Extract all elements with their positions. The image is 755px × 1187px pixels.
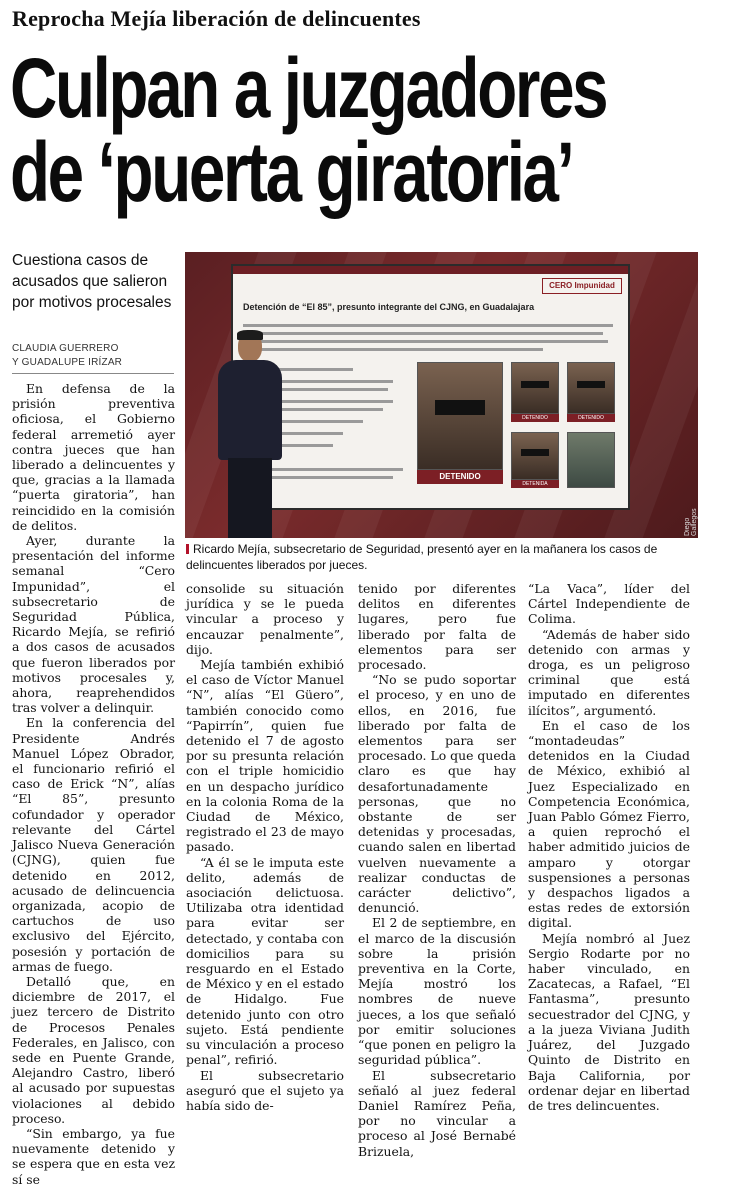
paragraph: “No se pudo soportar el proceso, y en uno de ellos, en 2016, fue liberado por falta de elementos para ser procesado. Lo que queda claro es que hay desafortunadamente personas, que no obstante de ser detenidas y procesadas, cuando salen en libertad vuelven nuevamente a realizar conductas de carácter delictivo”, denunció. (358, 672, 516, 916)
article-column-1 (12, 381, 175, 1187)
caption-marker (186, 544, 189, 554)
evidence-photo (567, 432, 615, 488)
paragraph: En el caso de los “montadeudas” detenidos en la Ciudad de México, exhibió al Juez Especializado en Competencia Económica, Juan Pablo Gómez Fierro, a quien reprochó el haber admitido juicios de amparo y otorgar suspensiones a personas y despachos ligados a estas redes de extorsión digital. (528, 717, 690, 931)
paragraph: Detalló que, en diciembre de 2017, el juez tercero de Distrito de Procesos Penales Federales, en Jalisco, con sede en Puente Grande, Alejandro Castro, liberó al acusado por supuestas violaciones al debido proceso. (12, 973, 175, 1126)
paragraph: “La Vaca”, líder del Cártel Independiente de Colima. (528, 581, 690, 627)
photo-caption (186, 541, 686, 573)
paragraph: consolide su situación jurídica y se le pueda vincular a proceso y encauzar penalmente”, dijo. (186, 581, 344, 657)
caption-text: Ricardo Mejía, subsecretario de Seguridad, presentó ayer en la mañanera los casos de delincuentes liberados por jueces. (186, 542, 658, 572)
paragraph: “Sin embargo, ya fue nuevamente detenido y se espera que en esta vez sí se (12, 1125, 175, 1187)
news-photo (185, 252, 698, 538)
deck: Cuestiona casos de acusados que salieron por motivos procesales (12, 252, 172, 311)
paragraph: El subsecretario señaló al juez federal Daniel Ramírez Peña, por no vincular a proceso al José Bernabé Brizuela, (358, 1067, 516, 1159)
paragraph: El subsecretario aseguró que el sujeto ya había sido de- (186, 1067, 344, 1113)
detenido-tag-1: DETENIDO (511, 414, 559, 422)
headline-line-1: Culpan a juzgadores (10, 41, 607, 135)
detenido-label: DETENIDO (417, 470, 503, 484)
speaker-figure (210, 332, 290, 538)
kicker: Reprocha Mejía liberación de delincuentes (12, 6, 421, 31)
paragraph: “A él se le imputa este delito, además de asociación delictuosa. Utilizaba otra identidad para evitar ser detectado, y contaba con domicilios para su resguardo en el Estado de México y en el estado de Hidalgo. Fue detenido junto con otro sujeto. Está pendiente su vinculación a proceso penal”, refirió. (186, 854, 344, 1068)
byline-author-2: Y GUADALUPE IRÍZAR (12, 357, 123, 368)
detenido-tag-2: DETENIDO (567, 414, 615, 422)
byline-author-1: CLAUDIA GUERRERO (12, 343, 119, 354)
article-column-2 (186, 581, 344, 1113)
mugshot-2 (511, 362, 559, 414)
mugshot-4 (511, 432, 559, 480)
article-column-4 (528, 581, 690, 1113)
cero-impunidad-badge: CERO Impunidad (542, 278, 622, 294)
photo-credit: Diego Gallegos (684, 508, 698, 536)
headline-line-2: de ‘puerta giratoria’ (10, 125, 573, 219)
presentation-screen (233, 266, 628, 508)
headline (10, 41, 607, 219)
paragraph: Ayer, durante la presentación del informe semanal “Cero Impunidad”, el subsecretario de Seguridad Pública, Ricardo Mejía, se refirió a dos casos de acusados que fueron liberados por motivos procesales y, ahora, reaprehendidos tras volver a delinquir. (12, 533, 175, 716)
mugshot-main (417, 362, 503, 470)
byline (12, 342, 182, 370)
paragraph: En la conferencia del Presidente Andrés Manuel López Obrador, el funcionario refirió el caso de Erick “N”, alías “El 85”, presunto cofundador y operador relevante del Cártel Jalisco Nueva Generación (CJNG), quien fue detenido en 2012, acusado de delincuencia organizada, acopio de cartuchos de uso exclusivo del Ejército, posesión y portación de armas de fuego. (12, 715, 175, 974)
paragraph: Mejía nombró al Juez Sergio Rodarte por no haber vinculado, en Zacatecas, a Rafael, “El Fantasma”, presunto secuestrador del CJNG, y a la jueza Viviana Judith Juárez, del Juzgado Quinto de Distrito en Baja California, por ordenar dejar en libertad de tres delincuentes. (528, 930, 690, 1113)
paragraph: tenido por diferentes delitos en diferentes lugares, pero fue liberado por falta de elementos para ser procesado. (358, 581, 516, 673)
mugshot-3 (567, 362, 615, 414)
screen-topbar (233, 266, 628, 274)
slide-title: Detención de “El 85”, presunto integrante del CJNG, en Guadalajara (243, 302, 535, 312)
article-column-3 (358, 581, 516, 1159)
paragraph: Mejía también exhibió el caso de Víctor Manuel “N”, alías “El Güero”, también conocido como “Papirrín”, quien fue detenido el 7 de agosto por su presunta relación con el triple homicidio en un despacho jurídico en la colonia Roma de la Ciudad de México, registrado el 23 de mayo pasado. (186, 657, 344, 855)
paragraph: En defensa de la prisión preventiva oficiosa, el Gobierno federal arremetió ayer contra jueces que han liberado a delincuentes y que, gracias a la llamada “puerta giratoria”, han reincidido en la comisión de delitos. (12, 381, 175, 533)
paragraph: “Además de haber sido detenido con armas y droga, es un peligroso criminal que está imputado en diferentes ilícitos”, argumentó. (528, 626, 690, 718)
detenido-tag-3: DETENIDA (511, 480, 559, 488)
byline-divider (12, 373, 174, 374)
paragraph: El 2 de septiembre, en el marco de la discusión sobre la prisión preventiva en la Corte, Mejía mostró los nombres de nueve jueces, a los que señaló por emitir soluciones “que ponen en peligro la seguridad pública”. (358, 915, 516, 1068)
